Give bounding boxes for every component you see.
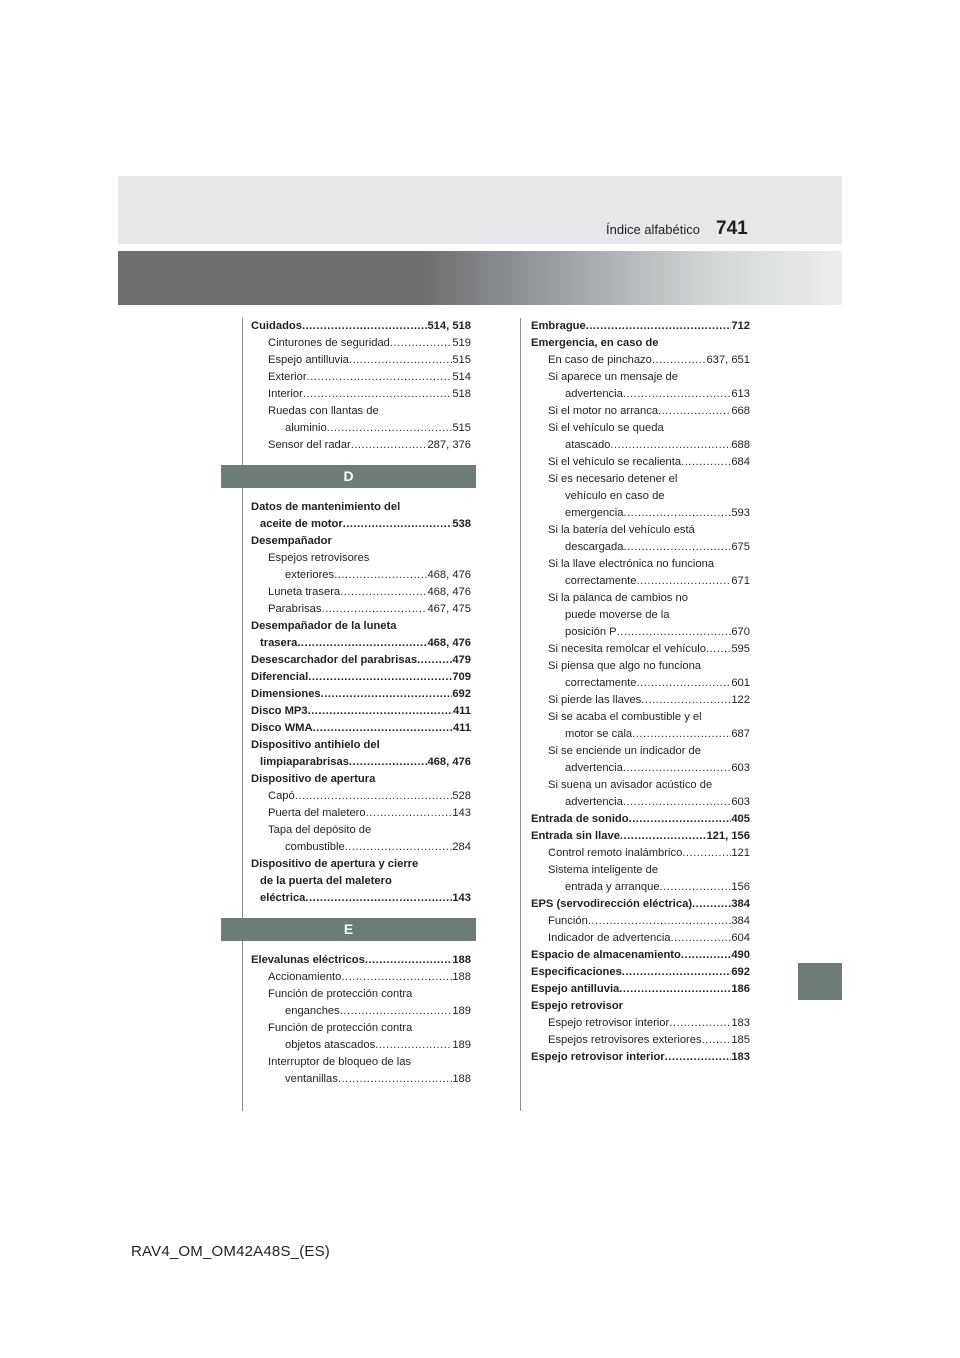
entry-term: objetos atascados <box>285 1039 376 1051</box>
dot-leader <box>617 624 732 641</box>
index-entry-line: Interruptor de bloqueo de las <box>268 1056 412 1068</box>
section-tab-marker <box>798 963 842 1000</box>
entry-page-ref[interactable]: 514, 518 <box>427 320 471 332</box>
dot-leader <box>349 352 452 369</box>
entry-term: Espejo antilluvia <box>268 354 349 366</box>
dot-leader <box>327 420 453 437</box>
index-entry <box>251 635 471 652</box>
entry-page-ref[interactable]: 384 <box>731 898 750 910</box>
entry-page-ref[interactable]: 189 <box>452 1005 471 1017</box>
entry-term: Disco MP3 <box>251 705 308 717</box>
entry-term: posición P <box>565 626 617 638</box>
index-entry <box>251 839 471 856</box>
index-entry <box>251 788 471 805</box>
dot-leader <box>305 890 452 907</box>
dot-leader <box>702 1032 732 1049</box>
dot-leader <box>623 760 731 777</box>
index-entry-line: puede moverse de la <box>565 609 670 621</box>
index-entry-line: Sistema inteligente de <box>548 864 659 876</box>
entry-page-ref[interactable]: 675 <box>731 541 750 553</box>
entry-term: Función <box>548 915 588 927</box>
entry-page-ref[interactable]: 518 <box>452 388 471 400</box>
dot-leader <box>692 896 731 913</box>
dot-leader <box>622 964 732 981</box>
entry-term: Interior <box>268 388 303 400</box>
index-entry-line: Si se acaba el combustible y el <box>548 711 702 723</box>
index-entry <box>251 969 471 986</box>
entry-term: motor se cala <box>565 728 633 740</box>
dot-leader <box>588 913 732 930</box>
entry-term: combustible <box>285 841 345 853</box>
index-entry-line: Dispositivo antihielo del <box>251 739 380 751</box>
entry-term: Cuidados <box>251 320 302 332</box>
entry-term: Espejo retrovisor interior <box>548 1017 670 1029</box>
dot-leader <box>340 1003 453 1020</box>
entry-page-ref[interactable]: 183 <box>731 1017 750 1029</box>
index-entry <box>531 828 750 845</box>
dot-leader <box>417 652 452 669</box>
index-entry <box>251 952 471 969</box>
entry-term: Cinturones de seguridad <box>268 337 390 349</box>
index-entry <box>251 318 471 335</box>
section-gap <box>251 488 471 499</box>
index-entry-line: Dispositivo de apertura <box>251 773 376 785</box>
index-entry-line: Función de protección contra <box>268 1022 413 1034</box>
entry-term: Espejo antilluvia <box>531 983 620 995</box>
dot-leader <box>682 845 731 862</box>
index-entry <box>531 454 750 471</box>
index-entry <box>251 1003 471 1020</box>
index-entry <box>531 1049 750 1066</box>
dot-leader <box>375 1037 452 1054</box>
entry-term: Espacio de almacenamiento <box>531 949 681 961</box>
dot-leader <box>660 879 732 896</box>
index-entry <box>531 624 750 641</box>
dot-leader <box>351 437 428 454</box>
entry-page-ref[interactable]: 122 <box>731 694 750 706</box>
entry-term: Dimensiones <box>251 688 321 700</box>
header-gradient-band <box>118 251 842 305</box>
left-column-divider <box>242 318 243 1111</box>
index-entry <box>251 703 471 720</box>
dot-leader <box>390 335 452 352</box>
entry-term: Sensor del radar <box>268 439 351 451</box>
entry-page-ref[interactable]: 684 <box>731 456 750 468</box>
index-entry <box>251 420 471 437</box>
entry-page-ref[interactable]: 692 <box>452 688 471 700</box>
entry-term: Si el vehículo se recalienta <box>548 456 682 468</box>
index-entry <box>251 1071 471 1088</box>
dot-leader <box>706 641 731 658</box>
entry-page-ref[interactable]: 692 <box>731 966 750 978</box>
index-entry <box>251 352 471 369</box>
dot-leader <box>366 805 453 822</box>
dot-leader <box>345 839 453 856</box>
entry-page-ref[interactable]: 613 <box>731 388 750 400</box>
index-entry <box>531 573 750 590</box>
dot-leader <box>295 788 453 805</box>
entry-page-ref[interactable]: 405 <box>731 813 750 825</box>
index-entry <box>531 352 750 369</box>
index-entry-line: Si suena un avisador acústico de <box>548 779 713 791</box>
entry-term: enganches <box>285 1005 340 1017</box>
entry-term: Accionamiento <box>268 971 342 983</box>
dot-leader <box>623 539 731 556</box>
dot-leader <box>308 703 453 720</box>
index-entry <box>531 879 750 896</box>
entry-term: aluminio <box>285 422 327 434</box>
index-entry <box>531 539 750 556</box>
index-entry <box>251 437 471 454</box>
entry-page-ref[interactable]: 538 <box>452 518 471 530</box>
dot-leader <box>632 726 731 743</box>
entry-page-ref[interactable]: 515 <box>452 354 471 366</box>
dot-leader <box>340 584 427 601</box>
entry-page-ref[interactable]: 143 <box>452 892 471 904</box>
dot-leader <box>641 692 731 709</box>
entry-term: Entrada sin llave <box>531 830 620 842</box>
dot-leader <box>658 403 731 420</box>
index-entry <box>531 930 750 947</box>
index-entry-line: Dispositivo de apertura y cierre <box>251 858 419 870</box>
entry-page-ref[interactable]: 411 <box>452 722 471 734</box>
dot-leader <box>623 386 731 403</box>
entry-page-ref[interactable]: 468, 476 <box>427 586 471 598</box>
letter-heading: E <box>221 918 476 941</box>
dot-leader <box>671 930 732 947</box>
index-entry-line: Espejos retrovisores <box>268 552 370 564</box>
dot-leader <box>610 437 731 454</box>
page-section-title: Índice alfabético <box>606 222 700 237</box>
entry-term: Si necesita remolcar el vehículo <box>548 643 706 655</box>
index-entry <box>531 692 750 709</box>
entry-term: Especificaciones <box>531 966 622 978</box>
entry-page-ref[interactable]: 670 <box>731 626 750 638</box>
dot-leader <box>321 601 427 618</box>
entry-term: exteriores <box>285 569 335 581</box>
entry-page-ref[interactable]: 595 <box>731 643 750 655</box>
dot-leader <box>619 981 731 998</box>
entry-term: entrada y arranque <box>565 881 660 893</box>
entry-term: correctamente <box>565 677 637 689</box>
entry-page-ref[interactable]: 183 <box>731 1051 750 1063</box>
index-entry-line: Si la batería del vehículo está <box>548 524 695 536</box>
entry-term: ventanillas <box>285 1073 338 1085</box>
index-entry <box>251 584 471 601</box>
index-entry <box>531 726 750 743</box>
index-entry <box>251 652 471 669</box>
entry-term: Indicador de advertencia <box>548 932 671 944</box>
entry-term: Espejo retrovisor interior <box>531 1051 665 1063</box>
entry-term: En caso de pinchazo <box>548 354 652 366</box>
entry-term: Entrada de sonido <box>531 813 629 825</box>
entry-page-ref[interactable]: 671 <box>731 575 750 587</box>
entry-page-ref[interactable]: 519 <box>452 337 471 349</box>
entry-page-ref[interactable]: 601 <box>731 677 750 689</box>
dot-leader <box>297 635 427 652</box>
entry-page-ref[interactable]: 490 <box>731 949 750 961</box>
entry-term: Diferencial <box>251 671 309 683</box>
entry-page-ref[interactable]: 687 <box>731 728 750 740</box>
entry-term: correctamente <box>565 575 637 587</box>
dot-leader <box>341 969 452 986</box>
index-entry-line: Si la llave electrónica no funciona <box>548 558 715 570</box>
index-entry <box>251 369 471 386</box>
entry-term: advertencia <box>565 388 623 400</box>
index-entry <box>251 805 471 822</box>
dot-leader <box>302 318 427 335</box>
dot-leader <box>334 567 427 584</box>
entry-term: Desescarchador del parabrisas <box>251 654 418 666</box>
entry-term: Puerta del maletero <box>268 807 366 819</box>
index-entry-line: Función de protección contra <box>268 988 413 1000</box>
section-gap <box>251 907 471 918</box>
entry-term: EPS (servodirección eléctrica) <box>531 898 693 910</box>
index-entry-line: Desempañador <box>251 535 332 547</box>
index-entry <box>531 913 750 930</box>
dot-leader <box>681 947 731 964</box>
entry-page-ref[interactable]: 185 <box>731 1034 750 1046</box>
entry-term: Espejos retrovisores exteriores <box>548 1034 702 1046</box>
entry-term: limpiaparabrisas <box>260 756 349 768</box>
index-entry-line: Emergencia, en caso de <box>531 337 659 349</box>
index-entry <box>531 641 750 658</box>
index-entry <box>531 318 750 335</box>
index-entry <box>251 669 471 686</box>
entry-term: Elevalunas eléctricos <box>251 954 365 966</box>
dot-leader <box>623 505 731 522</box>
index-entry <box>531 675 750 692</box>
entry-page-ref[interactable]: 188 <box>452 971 471 983</box>
entry-page-ref[interactable]: 514 <box>452 371 471 383</box>
index-entry-line: Tapa del depósito de <box>268 824 372 836</box>
dot-leader <box>637 675 732 692</box>
index-entry <box>531 845 750 862</box>
entry-page-ref[interactable]: 287, 376 <box>427 439 471 451</box>
entry-term: Si pierde las llaves <box>548 694 642 706</box>
letter-heading: D <box>221 465 476 488</box>
index-entry <box>251 890 471 907</box>
dot-leader <box>307 369 453 386</box>
entry-term: trasera <box>260 637 298 649</box>
index-column-left <box>251 318 471 1088</box>
dot-leader <box>308 669 452 686</box>
index-entry <box>251 754 471 771</box>
dot-leader <box>321 686 453 703</box>
dot-leader <box>665 1049 732 1066</box>
entry-page-ref[interactable]: 468, 476 <box>427 637 471 649</box>
index-entry <box>531 505 750 522</box>
entry-page-ref[interactable]: 637, 651 <box>706 354 750 366</box>
dot-leader <box>586 318 732 335</box>
index-entry-line: Si aparece un mensaje de <box>548 371 678 383</box>
entry-page-ref[interactable]: 121, 156 <box>706 830 750 842</box>
entry-page-ref[interactable]: 468, 476 <box>427 569 471 581</box>
entry-page-ref[interactable]: 188 <box>452 1073 471 1085</box>
entry-term: advertencia <box>565 762 623 774</box>
entry-page-ref[interactable]: 468, 476 <box>427 756 471 768</box>
right-column-divider <box>520 318 521 1111</box>
entry-term: Si el motor no arranca <box>548 405 659 417</box>
index-entry-line: Si el vehículo se queda <box>548 422 664 434</box>
entry-term: aceite de motor <box>260 518 343 530</box>
entry-page-ref[interactable]: 593 <box>731 507 750 519</box>
entry-page-ref[interactable]: 467, 475 <box>427 603 471 615</box>
index-entry <box>531 947 750 964</box>
entry-term: Embrague <box>531 320 586 332</box>
entry-page-ref[interactable]: 688 <box>731 439 750 451</box>
index-entry-line: Si piensa que algo no funciona <box>548 660 702 672</box>
index-entry <box>531 386 750 403</box>
index-entry <box>531 1015 750 1032</box>
entry-page-ref[interactable]: 411 <box>452 705 471 717</box>
entry-page-ref[interactable]: 121 <box>731 847 750 859</box>
dot-leader <box>637 573 732 590</box>
index-entry <box>531 896 750 913</box>
entry-page-ref[interactable]: 668 <box>731 405 750 417</box>
index-entry <box>531 981 750 998</box>
entry-page-ref[interactable]: 603 <box>731 762 750 774</box>
entry-term: Parabrisas <box>268 603 322 615</box>
entry-page-ref[interactable]: 156 <box>731 881 750 893</box>
entry-page-ref[interactable]: 603 <box>731 796 750 808</box>
index-entry-line: Datos de mantenimiento del <box>251 501 401 513</box>
dot-leader <box>343 516 453 533</box>
index-entry-line: Si se enciende un indicador de <box>548 745 702 757</box>
dot-leader <box>349 754 428 771</box>
entry-page-ref[interactable]: 143 <box>452 807 471 819</box>
index-entry-line: vehículo en caso de <box>565 490 665 502</box>
entry-term: eléctrica <box>260 892 306 904</box>
index-entry <box>531 403 750 420</box>
entry-term: Exterior <box>268 371 307 383</box>
index-entry-line: de la puerta del maletero <box>260 875 392 887</box>
index-entry-line: Si la palanca de cambios no <box>548 592 688 604</box>
entry-page-ref[interactable]: 709 <box>452 671 471 683</box>
dot-leader <box>303 386 453 403</box>
entry-page-ref[interactable]: 528 <box>452 790 471 802</box>
page-number: 741 <box>716 218 748 239</box>
entry-page-ref[interactable]: 284 <box>452 841 471 853</box>
dot-leader <box>669 1015 731 1032</box>
dot-leader <box>620 828 707 845</box>
index-entry <box>531 811 750 828</box>
dot-leader <box>313 720 453 737</box>
index-entry <box>251 720 471 737</box>
index-entry <box>251 386 471 403</box>
entry-page-ref[interactable]: 384 <box>731 915 750 927</box>
dot-leader <box>652 352 707 369</box>
entry-term: Disco WMA <box>251 722 313 734</box>
entry-page-ref[interactable]: 604 <box>731 932 750 944</box>
index-entry <box>251 1037 471 1054</box>
section-gap <box>251 454 471 465</box>
entry-page-ref[interactable]: 479 <box>452 654 471 666</box>
section-gap <box>251 941 471 952</box>
entry-page-ref[interactable]: 712 <box>731 320 750 332</box>
index-entry <box>531 794 750 811</box>
index-entry <box>251 567 471 584</box>
entry-term: descargada <box>565 541 624 553</box>
index-entry-line: Espejo retrovisor <box>531 1000 624 1012</box>
index-entry <box>251 516 471 533</box>
entry-term: emergencia <box>565 507 624 519</box>
index-entry-line: Si es necesario detener el <box>548 473 678 485</box>
entry-page-ref[interactable]: 515 <box>452 422 471 434</box>
index-entry <box>531 964 750 981</box>
entry-page-ref[interactable]: 189 <box>452 1039 471 1051</box>
entry-page-ref[interactable]: 186 <box>731 983 750 995</box>
dot-leader <box>681 454 731 471</box>
index-entry <box>531 1032 750 1049</box>
index-entry <box>251 686 471 703</box>
entry-term: advertencia <box>565 796 623 808</box>
index-entry-line: Desempañador de la luneta <box>251 620 397 632</box>
index-column-right <box>531 318 750 1066</box>
dot-leader <box>629 811 732 828</box>
dot-leader <box>623 794 731 811</box>
entry-term: atascado <box>565 439 611 451</box>
index-entry <box>251 335 471 352</box>
index-entry <box>531 760 750 777</box>
index-entry <box>251 601 471 618</box>
index-entry <box>531 437 750 454</box>
document-code: RAV4_OM_OM42A48S_(ES) <box>131 1243 331 1260</box>
dot-leader <box>338 1071 452 1088</box>
index-entry-line: Ruedas con llantas de <box>268 405 379 417</box>
entry-term: Control remoto inalámbrico <box>548 847 683 859</box>
entry-term: Capó <box>268 790 295 802</box>
entry-term: Luneta trasera <box>268 586 341 598</box>
entry-page-ref[interactable]: 188 <box>452 954 471 966</box>
dot-leader <box>365 952 453 969</box>
